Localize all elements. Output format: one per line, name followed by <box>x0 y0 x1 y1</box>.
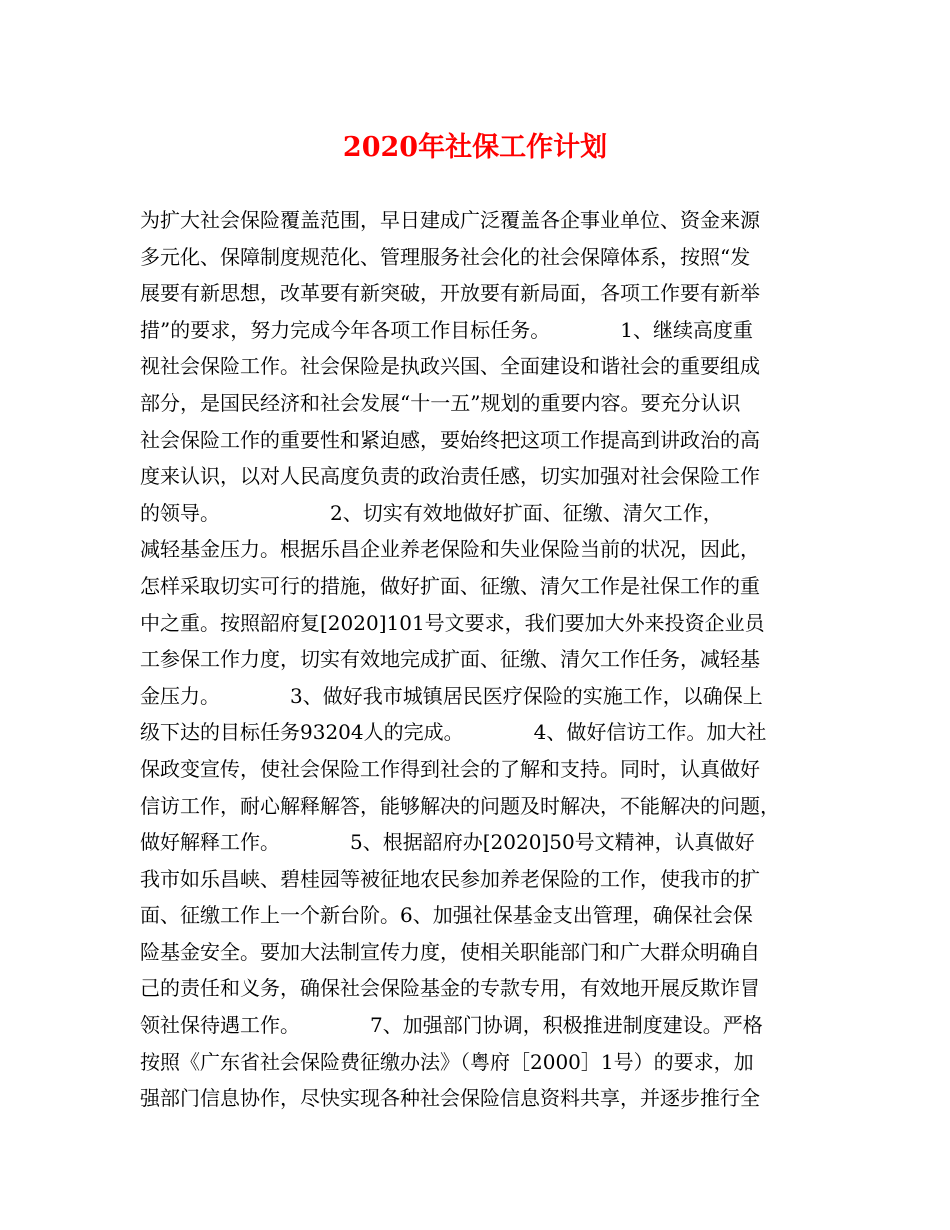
body-line: 信访工作，耐心解释解答，能够解决的问题及时解决，不能解决的问题， <box>140 793 780 818</box>
body-line: 己的责任和义务，确保社会保险基金的专款专用，有效地开展反欺诈冒 <box>140 976 760 1001</box>
body-line: 度来认识，以对人民高度负责的政治责任感，切实加强对社会保险工作 <box>140 464 760 489</box>
body-line: 措”的要求，努力完成今年各项工作目标任务。 1、继续高度重 <box>140 317 753 342</box>
body-line: 怎样采取切实可行的措施，做好扩面、征缴、清欠工作是社保工作的重 <box>140 573 760 598</box>
body-line: 的领导。 2、切实有效地做好扩面、征缴、清欠工作， <box>140 500 723 525</box>
body-line: 金压力。 3、做好我市城镇居民医疗保险的实施工作，以确保上 <box>140 683 763 708</box>
document-title: 2020年社保工作计划 <box>342 132 608 163</box>
body-line: 我市如乐昌峡、碧桂园等被征地农民参加养老保险的工作，使我市的扩 <box>140 866 760 891</box>
body-line: 部分，是国民经济和社会发展“十一五”规划的重要内容。要充分认识 <box>140 390 741 415</box>
body-line: 多元化、保障制度规范化、管理服务社会化的社会保障体系，按照“发 <box>140 244 751 269</box>
body-line: 面、征缴工作上一个新台阶。6、加强社保基金支出管理，确保社会保 <box>140 903 753 928</box>
body-line: 为扩大社会保险覆盖范围，早日建成广泛覆盖各企事业单位、资金来源 <box>140 208 760 232</box>
body-line: 级下达的目标任务93204人的完成。 4、做好信访工作。加大社 <box>140 720 767 745</box>
body-line: 按照《广东省社会保险费征缴办法》（粤府［2000］1号）的要求，加 <box>140 1049 754 1074</box>
body-line: 工参保工作力度，切实有效地完成扩面、征缴、清欠工作任务，减轻基 <box>140 647 760 672</box>
document-body <box>140 202 820 1117</box>
body-line: 做好解释工作。 5、根据韶府办[2020]50号文精神，认真做好 <box>140 830 755 855</box>
body-line: 险基金安全。要加大法制宣传力度，使相关职能部门和广大群众明确自 <box>140 939 760 964</box>
body-line: 中之重。按照韶府复[2020]101号文要求，我们要加大外来投资企业员 <box>140 610 765 635</box>
body-line: 社会保险工作的重要性和紧迫感，要始终把这项工作提高到讲政治的高 <box>140 427 760 452</box>
body-line: 领社保待遇工作。 7、加强部门协调，积极推进制度建设。严格 <box>140 1013 763 1038</box>
body-line: 强部门信息协作，尽快实现各种社会保险信息资料共享，并逐步推行全 <box>140 1086 760 1111</box>
body-line: 保政变宣传，使社会保险工作得到社会的了解和支持。同时，认真做好 <box>140 756 760 781</box>
body-line: 减轻基金压力。根据乐昌企业养老保险和失业保险当前的状况，因此， <box>140 537 760 562</box>
body-line: 视社会保险工作。社会保险是执政兴国、全面建设和谐社会的重要组成 <box>140 354 760 379</box>
body-line: 展要有新思想，改革要有新突破，开放要有新局面，各项工作要有新举 <box>140 281 760 306</box>
